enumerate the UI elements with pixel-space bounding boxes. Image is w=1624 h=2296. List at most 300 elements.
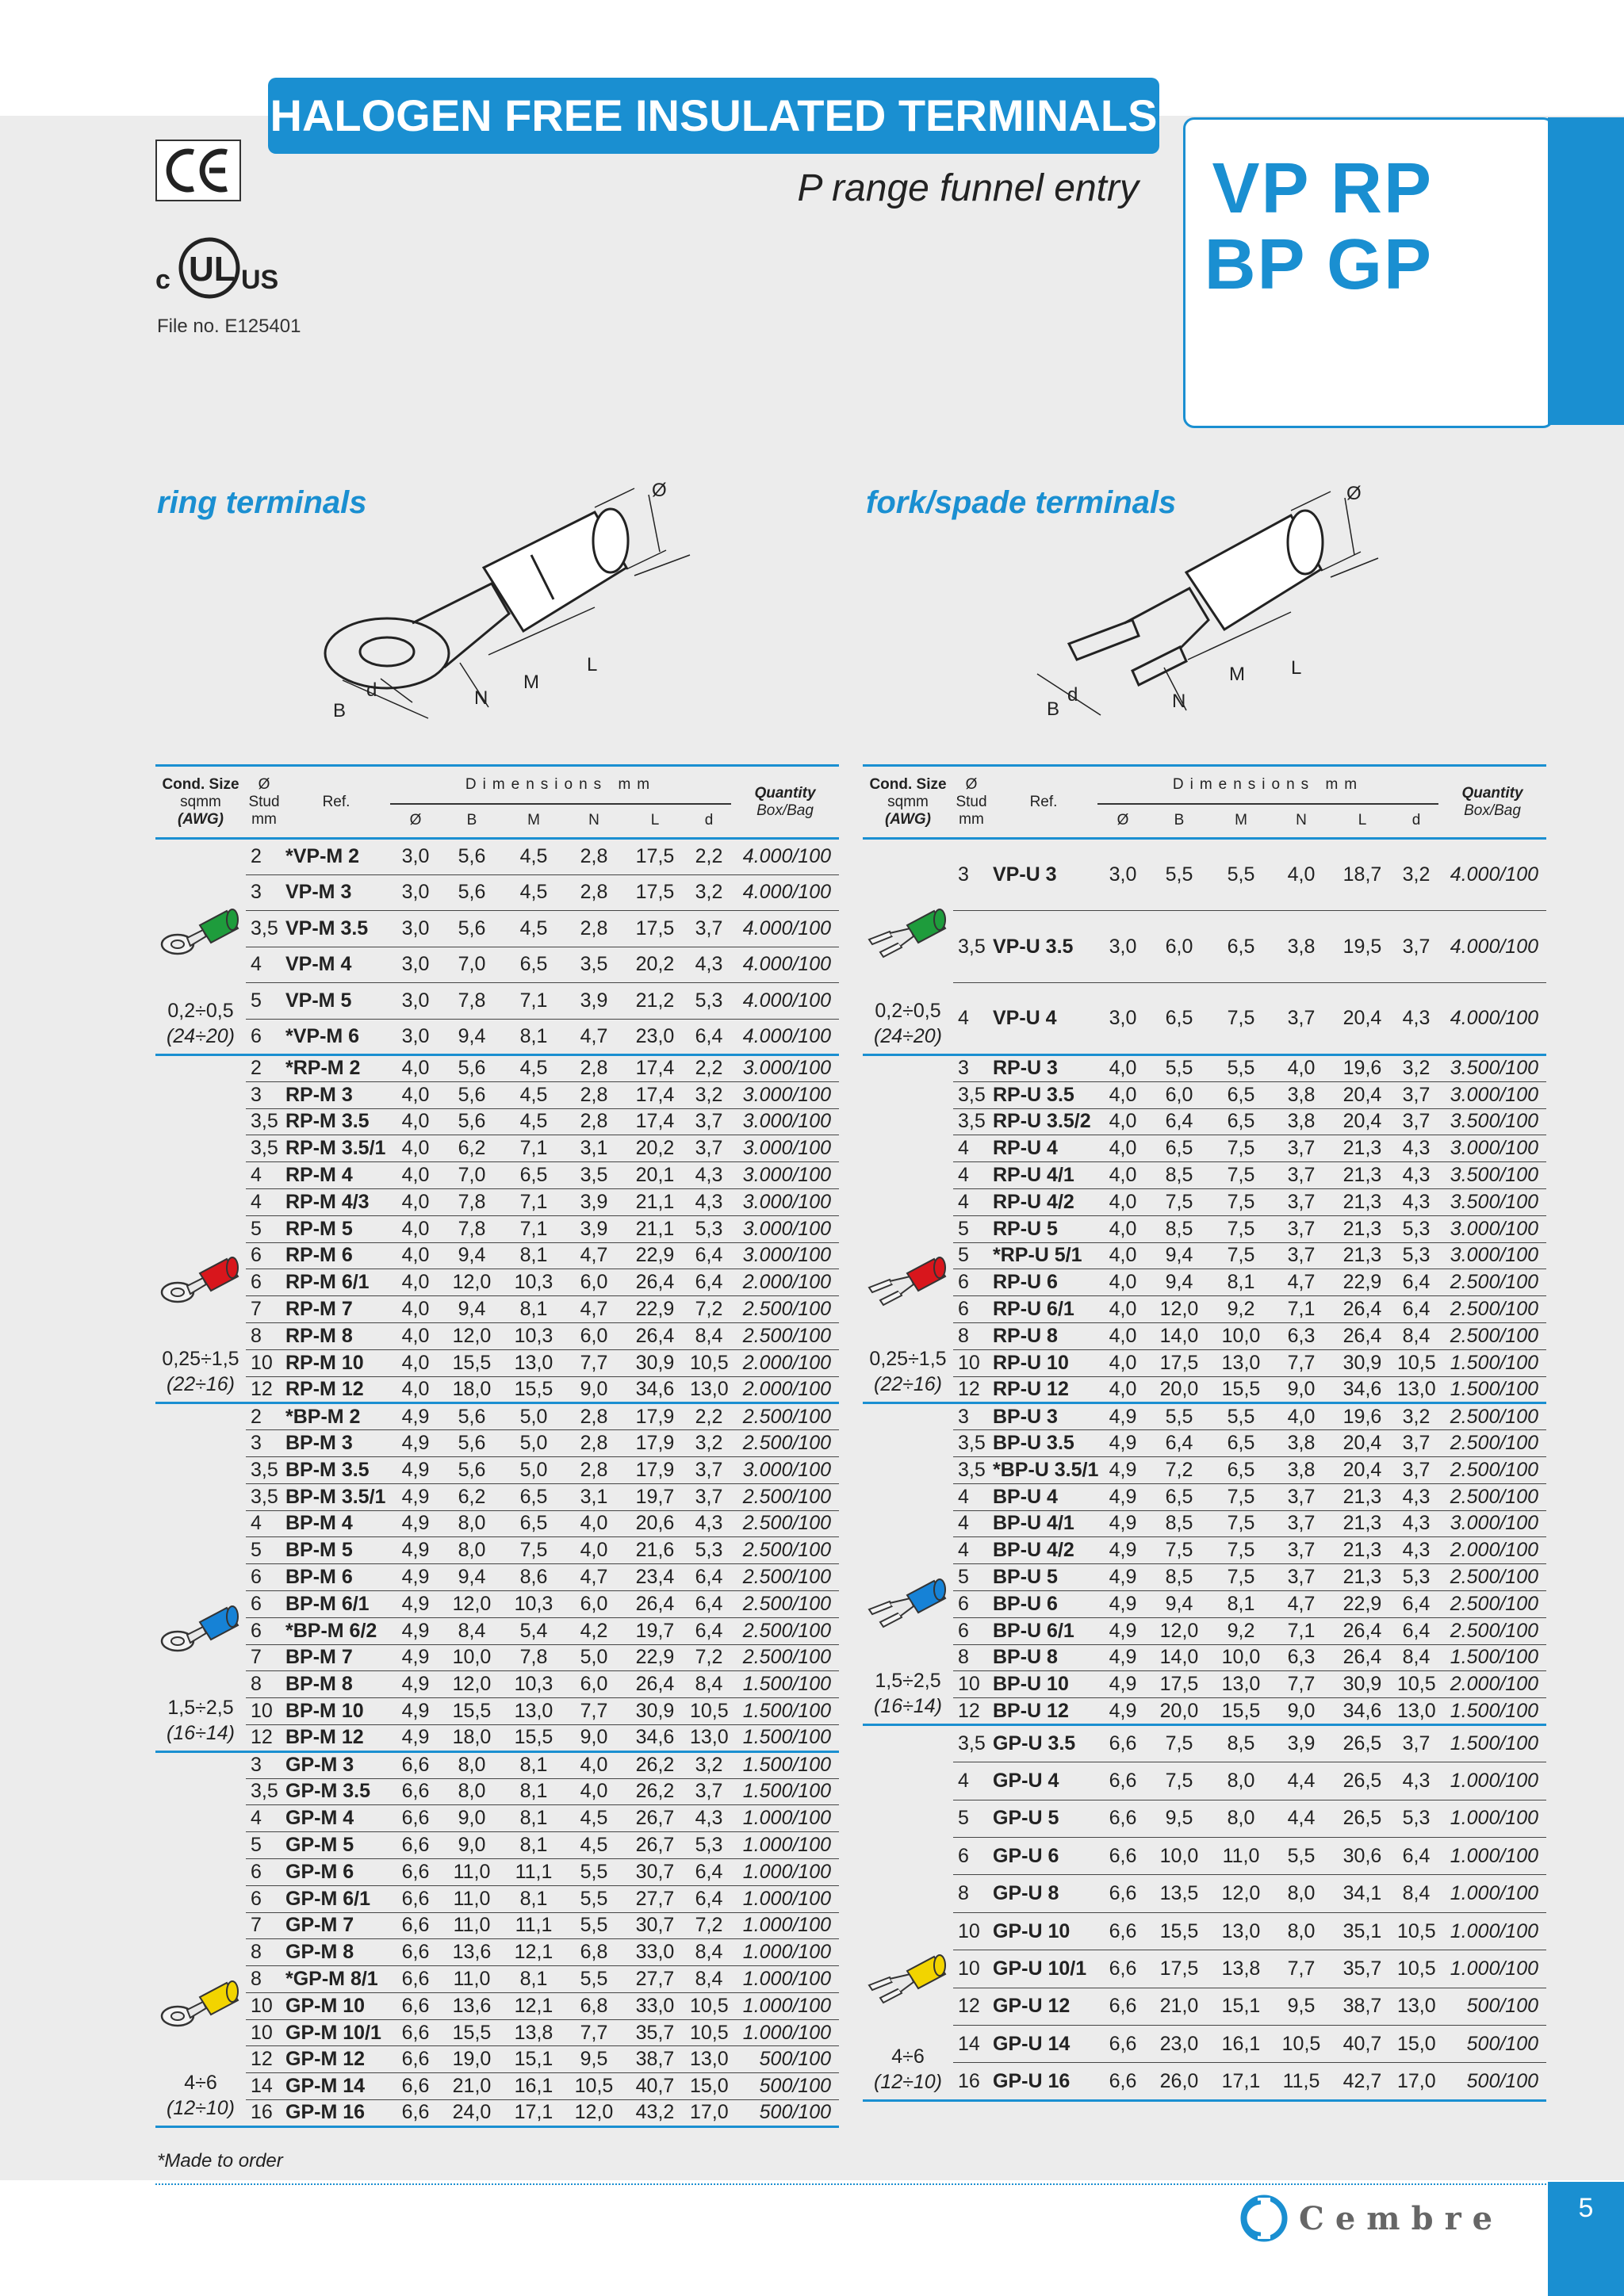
dim-n-cell: 3,7 — [1272, 1135, 1331, 1162]
dim-m-cell: 7,8 — [503, 1644, 565, 1671]
ref-cell: GP-U 6 — [990, 1838, 1097, 1875]
page-title-banner: HALOGEN FREE INSULATED TERMINALS — [268, 78, 1159, 154]
dim-b-cell: 17,5 — [1148, 1950, 1210, 1988]
stud-cell: 10 — [953, 1912, 990, 1950]
dim-m-cell: 15,5 — [1210, 1698, 1272, 1725]
stud-cell: 3 — [246, 874, 282, 911]
dim-d-cell: 8,4 — [687, 1966, 731, 1993]
cond-size-sqmm: 4÷6 — [891, 2045, 925, 2068]
stud-cell: 2 — [246, 1403, 282, 1430]
stud-cell: 4 — [246, 1188, 282, 1215]
dim-m-cell: 12,1 — [503, 1939, 565, 1966]
dim-d-cell: 13,0 — [1394, 1376, 1438, 1403]
dim-diameter-cell: 6,6 — [1097, 2026, 1148, 2063]
dim-b-cell: 13,6 — [441, 1939, 503, 1966]
stud-cell: 8 — [953, 1644, 990, 1671]
stud-cell: 4 — [953, 1483, 990, 1510]
dim-d-cell: 8,4 — [687, 1939, 731, 1966]
table-row — [155, 1966, 839, 1993]
dim-l-cell: 19,6 — [1331, 1055, 1394, 1082]
dim-diameter-cell: 4,0 — [1097, 1108, 1148, 1135]
dim-diameter-cell: 3,0 — [390, 1019, 441, 1055]
ref-cell: RP-M 3.5/1 — [282, 1135, 390, 1162]
dim-m-cell: 8,1 — [503, 1751, 565, 1778]
table-row — [863, 983, 1546, 1055]
svg-text:N: N — [1172, 691, 1186, 712]
dim-b-cell: 15,5 — [441, 1349, 503, 1376]
quantity-cell: 1.500/100 — [1438, 1698, 1546, 1725]
dim-d-cell: 4,3 — [1394, 1162, 1438, 1189]
dim-l-cell: 34,6 — [623, 1376, 687, 1403]
dim-d-cell: 10,5 — [1394, 1912, 1438, 1950]
dim-l-cell: 21,3 — [1331, 1483, 1394, 1510]
stud-cell: 3,5 — [953, 1108, 990, 1135]
quantity-header — [731, 766, 839, 839]
stud-cell: 8 — [953, 1875, 990, 1912]
dim-b-cell: 18,0 — [441, 1724, 503, 1751]
stud-cell: 14 — [953, 2026, 990, 2063]
dim-diameter-cell: 4,9 — [1097, 1537, 1148, 1564]
dim-d-cell: 4,3 — [1394, 1135, 1438, 1162]
dim-n-cell: 3,5 — [565, 947, 623, 983]
ref-cell: BP-U 6 — [990, 1590, 1097, 1617]
dim-d-cell: 10,5 — [687, 1992, 731, 2019]
dim-l-cell: 34,6 — [623, 1724, 687, 1751]
stud-cell: 5 — [246, 983, 282, 1020]
quantity-cell: 4.000/100 — [731, 947, 839, 983]
dim-diameter-cell: 4,0 — [390, 1081, 441, 1108]
cond-size-cell — [863, 1055, 953, 1403]
dim-diameter-cell: 4,9 — [1097, 1698, 1148, 1725]
dim-l-cell: 23,4 — [623, 1564, 687, 1591]
dim-l-cell: 20,4 — [1331, 1108, 1394, 1135]
ref-cell: RP-M 6 — [282, 1242, 390, 1269]
dim-l-cell: 21,1 — [623, 1188, 687, 1215]
table-row — [863, 1296, 1546, 1323]
dim-n-cell: 3,7 — [1272, 1162, 1331, 1189]
dim-l-cell: 21,6 — [623, 1537, 687, 1564]
quantity-cell: 1.500/100 — [731, 1724, 839, 1751]
dim-n-cell: 2,8 — [565, 1403, 623, 1430]
dim-m-cell: 7,1 — [503, 983, 565, 1020]
dim-l-cell: 27,7 — [623, 1885, 687, 1912]
dim-l-cell: 23,0 — [623, 1019, 687, 1055]
dim-n-cell: 3,5 — [565, 1162, 623, 1189]
dim-diameter-cell: 4,9 — [390, 1537, 441, 1564]
cond-size-awg: (12÷10) — [167, 2096, 235, 2119]
dim-m-cell: 7,5 — [1210, 983, 1272, 1055]
dim-diameter-cell: 4,9 — [1097, 1644, 1148, 1671]
dim-d-cell: 2,2 — [687, 1055, 731, 1082]
table-row — [155, 874, 839, 911]
ref-cell: VP-U 3.5 — [990, 911, 1097, 983]
dim-d-cell: 4,3 — [1394, 1762, 1438, 1800]
dim-b-cell: 6,5 — [1148, 983, 1210, 1055]
dim-b-cell: 9,4 — [441, 1564, 503, 1591]
dim-d-cell: 4,3 — [687, 1805, 731, 1832]
stud-cell: 10 — [246, 2019, 282, 2046]
dim-n-cell: 4,7 — [565, 1296, 623, 1323]
dim-l-cell: 21,3 — [1331, 1188, 1394, 1215]
dim-n-cell: 6,8 — [565, 1992, 623, 2019]
table-row — [863, 1376, 1546, 1403]
stud-cell: 5 — [953, 1564, 990, 1591]
cond-size-header — [863, 766, 953, 839]
dim-d-cell: 10,5 — [1394, 1950, 1438, 1988]
ref-cell: RP-U 10 — [990, 1349, 1097, 1376]
dim-col-b: B — [1174, 812, 1185, 829]
stud-header: Ø Stud mm — [956, 775, 987, 828]
ref-cell: GP-M 5 — [282, 1832, 390, 1859]
dim-m-cell: 5,0 — [503, 1456, 565, 1483]
dim-d-cell: 3,2 — [1394, 1403, 1438, 1430]
cond-size-sqmm: 0,2÷0,5 — [875, 1000, 941, 1022]
quantity-cell: 1.500/100 — [1438, 1724, 1546, 1762]
ref-cell: VP-M 4 — [282, 947, 390, 983]
stud-cell: 3,5 — [953, 1430, 990, 1457]
fork-terminal-red-icon — [866, 1253, 953, 1314]
dim-m-cell: 7,5 — [1210, 1135, 1272, 1162]
dim-b-cell: 8,5 — [1148, 1510, 1210, 1537]
table-row — [863, 1644, 1546, 1671]
ref-cell: BP-U 4/2 — [990, 1537, 1097, 1564]
ref-cell: RP-M 8 — [282, 1322, 390, 1349]
quantity-cell: 3.500/100 — [1438, 1162, 1546, 1189]
dim-d-cell: 5,3 — [1394, 1242, 1438, 1269]
stud-cell: 6 — [246, 1269, 282, 1296]
stud-cell: 10 — [953, 1950, 990, 1988]
dim-diameter-cell: 4,9 — [1097, 1510, 1148, 1537]
ref-cell: BP-M 3.5 — [282, 1456, 390, 1483]
dim-n-cell: 2,8 — [565, 1108, 623, 1135]
dim-diameter-cell: 4,0 — [1097, 1135, 1148, 1162]
dim-l-cell: 30,9 — [623, 1349, 687, 1376]
ref-cell: GP-M 4 — [282, 1805, 390, 1832]
stud-cell: 7 — [246, 1912, 282, 1939]
dim-l-cell: 26,4 — [623, 1269, 687, 1296]
brand-logo — [1240, 2193, 1503, 2244]
table-row — [155, 1483, 839, 1510]
dim-d-cell: 6,4 — [1394, 1617, 1438, 1644]
dim-n-cell: 3,7 — [1272, 1215, 1331, 1242]
svg-text:B: B — [333, 700, 347, 721]
quantity-cell: 2.000/100 — [731, 1376, 839, 1403]
dim-d-cell: 5,3 — [1394, 1215, 1438, 1242]
table-row — [155, 1430, 839, 1457]
dim-b-cell: 15,5 — [1148, 1912, 1210, 1950]
dim-l-cell: 26,4 — [1331, 1296, 1394, 1323]
dim-m-cell: 6,5 — [503, 1162, 565, 1189]
dim-col-d: d — [704, 812, 714, 829]
dim-d-cell: 10,5 — [687, 1698, 731, 1725]
stud-cell: 8 — [953, 1322, 990, 1349]
table-row — [155, 1537, 839, 1564]
dim-l-cell: 40,7 — [623, 2073, 687, 2100]
dim-diameter-cell: 4,9 — [1097, 1617, 1148, 1644]
dim-n-cell: 7,7 — [1272, 1671, 1331, 1698]
dim-b-cell: 7,5 — [1148, 1724, 1210, 1762]
dim-diameter-cell: 6,6 — [390, 1885, 441, 1912]
dim-diameter-cell: 4,9 — [1097, 1403, 1148, 1430]
dim-l-cell: 35,7 — [1331, 1950, 1394, 1988]
ref-cell: *BP-M 6/2 — [282, 1617, 390, 1644]
stud-cell: 6 — [246, 1858, 282, 1885]
dim-l-cell: 26,2 — [623, 1778, 687, 1805]
dim-b-cell: 8,4 — [441, 1617, 503, 1644]
quantity-cell: 3.000/100 — [731, 1135, 839, 1162]
cond-size-cell — [155, 1403, 246, 1751]
dim-d-cell: 6,4 — [1394, 1296, 1438, 1323]
dim-b-cell: 14,0 — [1148, 1644, 1210, 1671]
dim-b-cell: 9,4 — [1148, 1242, 1210, 1269]
dim-diameter-cell: 4,9 — [390, 1617, 441, 1644]
stud-cell: 4 — [953, 1762, 990, 1800]
dim-n-cell: 3,7 — [1272, 1483, 1331, 1510]
ref-cell: RP-M 3.5 — [282, 1108, 390, 1135]
dim-l-cell: 21,3 — [1331, 1135, 1394, 1162]
table-row — [155, 1188, 839, 1215]
dim-b-cell: 20,0 — [1148, 1376, 1210, 1403]
ref-cell: BP-M 3 — [282, 1430, 390, 1457]
cond-size-awg: (24÷20) — [167, 1025, 235, 1047]
ref-cell: RP-U 8 — [990, 1322, 1097, 1349]
ref-cell: BP-M 6/1 — [282, 1590, 390, 1617]
dim-b-cell: 17,5 — [1148, 1671, 1210, 1698]
dim-m-cell: 5,5 — [1210, 1055, 1272, 1082]
ref-cell: BP-U 5 — [990, 1564, 1097, 1591]
cond-size-awg: (22÷16) — [874, 1373, 942, 1396]
dim-diameter-cell: 4,9 — [390, 1403, 441, 1430]
stud-cell: 10 — [953, 1349, 990, 1376]
dim-b-cell: 17,5 — [1148, 1349, 1210, 1376]
ref-cell: BP-M 6 — [282, 1564, 390, 1591]
dim-diameter-cell: 4,9 — [1097, 1671, 1148, 1698]
quantity-cell: 500/100 — [1438, 2063, 1546, 2100]
table-row — [155, 1590, 839, 1617]
table-row — [155, 1912, 839, 1939]
dim-m-cell: 13,8 — [1210, 1950, 1272, 1988]
quantity-cell: 500/100 — [1438, 1988, 1546, 2025]
quantity-cell: 500/100 — [1438, 2026, 1546, 2063]
quantity-cell: 4.000/100 — [731, 983, 839, 1020]
ring-group-blue — [155, 1403, 839, 1751]
svg-text:Ø: Ø — [1346, 483, 1362, 504]
quantity-cell: 1.000/100 — [731, 1885, 839, 1912]
dim-m-cell: 4,5 — [503, 1108, 565, 1135]
table-row — [155, 839, 839, 875]
dim-d-cell: 3,7 — [687, 1108, 731, 1135]
dim-m-cell: 17,1 — [503, 2100, 565, 2127]
cond-size-sqmm: 0,25÷1,5 — [162, 1348, 239, 1371]
quantity-cell: 4.000/100 — [731, 874, 839, 911]
table-row — [863, 1430, 1546, 1457]
dim-d-cell: 7,2 — [687, 1296, 731, 1323]
stud-cell: 3 — [953, 839, 990, 911]
dimensions-header: Dimensions mm — [1097, 766, 1438, 804]
dim-d-cell: 4,3 — [687, 947, 731, 983]
sqmm-label: sqmm — [887, 793, 929, 810]
stud-cell: 3 — [953, 1055, 990, 1082]
stud-cell: 16 — [953, 2063, 990, 2100]
dim-b-cell: 6,4 — [1148, 1108, 1210, 1135]
dim-l-cell: 17,4 — [623, 1055, 687, 1082]
ref-cell: RP-M 7 — [282, 1296, 390, 1323]
dim-diameter-cell: 6,6 — [390, 2019, 441, 2046]
stud-cell: 3,5 — [246, 1108, 282, 1135]
dim-m-cell: 13,0 — [1210, 1912, 1272, 1950]
svg-text:Ø: Ø — [652, 480, 667, 501]
quantity-cell: 1.500/100 — [1438, 1644, 1546, 1671]
ring-group-green — [155, 839, 839, 1055]
dim-m-cell: 13,0 — [1210, 1349, 1272, 1376]
quantity-cell: 2.000/100 — [1438, 1537, 1546, 1564]
dim-m-cell: 13,0 — [1210, 1671, 1272, 1698]
ref-cell: RP-M 3 — [282, 1081, 390, 1108]
table-row — [155, 1832, 839, 1859]
ring-terminal-yellow-icon — [159, 1976, 246, 2038]
table-row — [155, 2019, 839, 2046]
fork-group-yellow — [863, 1724, 1546, 2100]
dimensions-header: Dimensions mm — [390, 766, 731, 804]
cond-size-cell — [155, 839, 246, 1055]
dim-b-cell: 8,0 — [441, 1778, 503, 1805]
dim-m-cell: 8,1 — [503, 1832, 565, 1859]
dim-l-cell: 20,4 — [1331, 983, 1394, 1055]
quantity-cell: 1.000/100 — [1438, 1800, 1546, 1837]
stud-cell: 5 — [953, 1800, 990, 1837]
table-row — [863, 1162, 1546, 1189]
dim-m-cell: 6,5 — [503, 1483, 565, 1510]
dim-b-cell: 7,0 — [441, 947, 503, 983]
stud-cell: 6 — [246, 1019, 282, 1055]
dim-d-cell: 4,3 — [1394, 1483, 1438, 1510]
ref-cell: RP-U 4 — [990, 1135, 1097, 1162]
dim-diameter-cell: 3,0 — [390, 983, 441, 1020]
quantity-cell: 3.500/100 — [1438, 1188, 1546, 1215]
quantity-cell: 2.500/100 — [731, 1322, 839, 1349]
svg-text:M: M — [1229, 664, 1245, 685]
table-row — [863, 1349, 1546, 1376]
quantity-cell: 4.000/100 — [1438, 839, 1546, 911]
ref-cell: BP-U 10 — [990, 1671, 1097, 1698]
dim-d-cell: 3,7 — [687, 911, 731, 947]
table-row — [863, 1564, 1546, 1591]
dim-diameter-cell: 3,0 — [1097, 983, 1148, 1055]
dim-n-cell: 3,9 — [565, 1188, 623, 1215]
cond-size-cell — [863, 839, 953, 1055]
dim-d-cell: 13,0 — [687, 1724, 731, 1751]
dim-diameter-cell: 4,0 — [1097, 1055, 1148, 1082]
dim-m-cell: 10,3 — [503, 1322, 565, 1349]
dim-m-cell: 4,5 — [503, 1081, 565, 1108]
table-row — [155, 1644, 839, 1671]
table-row — [155, 1885, 839, 1912]
dim-n-cell: 9,0 — [1272, 1376, 1331, 1403]
dim-b-cell: 6,0 — [1148, 1081, 1210, 1108]
svg-text:M: M — [523, 672, 539, 693]
ref-cell: GP-U 10/1 — [990, 1950, 1097, 1988]
dim-n-cell: 4,4 — [1272, 1762, 1331, 1800]
table-row — [863, 1912, 1546, 1950]
table-row — [155, 1617, 839, 1644]
ref-cell: *VP-M 6 — [282, 1019, 390, 1055]
stud-cell: 5 — [953, 1242, 990, 1269]
table-row — [863, 2026, 1546, 2063]
dim-l-cell: 21,3 — [1331, 1510, 1394, 1537]
dim-d-cell: 3,7 — [687, 1778, 731, 1805]
dim-diameter-cell: 4,0 — [390, 1188, 441, 1215]
ref-cell: GP-U 16 — [990, 2063, 1097, 2100]
fork-terminals-table — [863, 764, 1546, 2102]
dim-diameter-cell: 4,0 — [1097, 1269, 1148, 1296]
dim-d-cell: 3,7 — [1394, 1430, 1438, 1457]
dim-m-cell: 8,1 — [503, 1778, 565, 1805]
table-row — [863, 1055, 1546, 1082]
dim-l-cell: 26,4 — [623, 1590, 687, 1617]
series-line-1: VP RP — [1212, 149, 1433, 228]
dim-diameter-cell: 3,0 — [390, 947, 441, 983]
quantity-cell: 3.000/100 — [731, 1242, 839, 1269]
dim-b-cell: 9,5 — [1148, 1800, 1210, 1837]
dim-d-cell: 6,4 — [687, 1242, 731, 1269]
quantity-cell: 3.000/100 — [731, 1108, 839, 1135]
dim-l-cell: 21,3 — [1331, 1162, 1394, 1189]
dim-b-cell: 8,0 — [441, 1537, 503, 1564]
dim-diameter-cell: 4,0 — [390, 1055, 441, 1082]
stud-cell: 3,5 — [953, 1724, 990, 1762]
dim-d-cell: 4,3 — [1394, 1188, 1438, 1215]
dim-diameter-cell: 4,0 — [390, 1269, 441, 1296]
dim-n-cell: 4,0 — [565, 1510, 623, 1537]
dim-l-cell: 22,9 — [1331, 1590, 1394, 1617]
dim-diameter-cell: 4,9 — [390, 1644, 441, 1671]
dim-n-cell: 2,8 — [565, 1456, 623, 1483]
ref-cell: GP-U 8 — [990, 1875, 1097, 1912]
dim-n-cell: 3,8 — [1272, 1430, 1331, 1457]
dim-l-cell: 20,2 — [623, 947, 687, 983]
footer-divider — [155, 2183, 1546, 2185]
dim-b-cell: 9,4 — [1148, 1269, 1210, 1296]
ul-listed-icon — [155, 235, 298, 307]
dim-n-cell: 9,5 — [565, 2046, 623, 2073]
dim-n-cell: 4,7 — [1272, 1269, 1331, 1296]
table-row — [155, 1322, 839, 1349]
dim-diameter-cell: 6,6 — [1097, 1988, 1148, 2025]
dim-col-n: N — [588, 812, 599, 829]
svg-text:L: L — [587, 654, 598, 675]
dim-m-cell: 7,5 — [1210, 1242, 1272, 1269]
ref-cell: BP-U 4/1 — [990, 1510, 1097, 1537]
dim-m-cell: 17,1 — [1210, 2063, 1272, 2100]
dim-n-cell: 4,7 — [565, 1019, 623, 1055]
quantity-cell: 2.500/100 — [1438, 1430, 1546, 1457]
dim-l-cell: 20,2 — [623, 1135, 687, 1162]
stud-cell: 6 — [953, 1296, 990, 1323]
dim-col-diameter: Ø — [1116, 812, 1129, 829]
dim-l-cell: 35,1 — [1331, 1912, 1394, 1950]
table-row — [155, 1376, 839, 1403]
quantity-cell: 2.500/100 — [731, 1564, 839, 1591]
quantity-cell: 2.500/100 — [731, 1537, 839, 1564]
quantity-cell: 2.000/100 — [731, 1269, 839, 1296]
dim-n-cell: 5,5 — [1272, 1838, 1331, 1875]
ref-cell: RP-U 3.5 — [990, 1081, 1097, 1108]
dim-b-cell: 6,2 — [441, 1483, 503, 1510]
dim-col-l: L — [1358, 812, 1367, 829]
dim-n-cell: 6,0 — [565, 1671, 623, 1698]
table-row — [863, 1483, 1546, 1510]
dim-b-cell: 8,5 — [1148, 1564, 1210, 1591]
